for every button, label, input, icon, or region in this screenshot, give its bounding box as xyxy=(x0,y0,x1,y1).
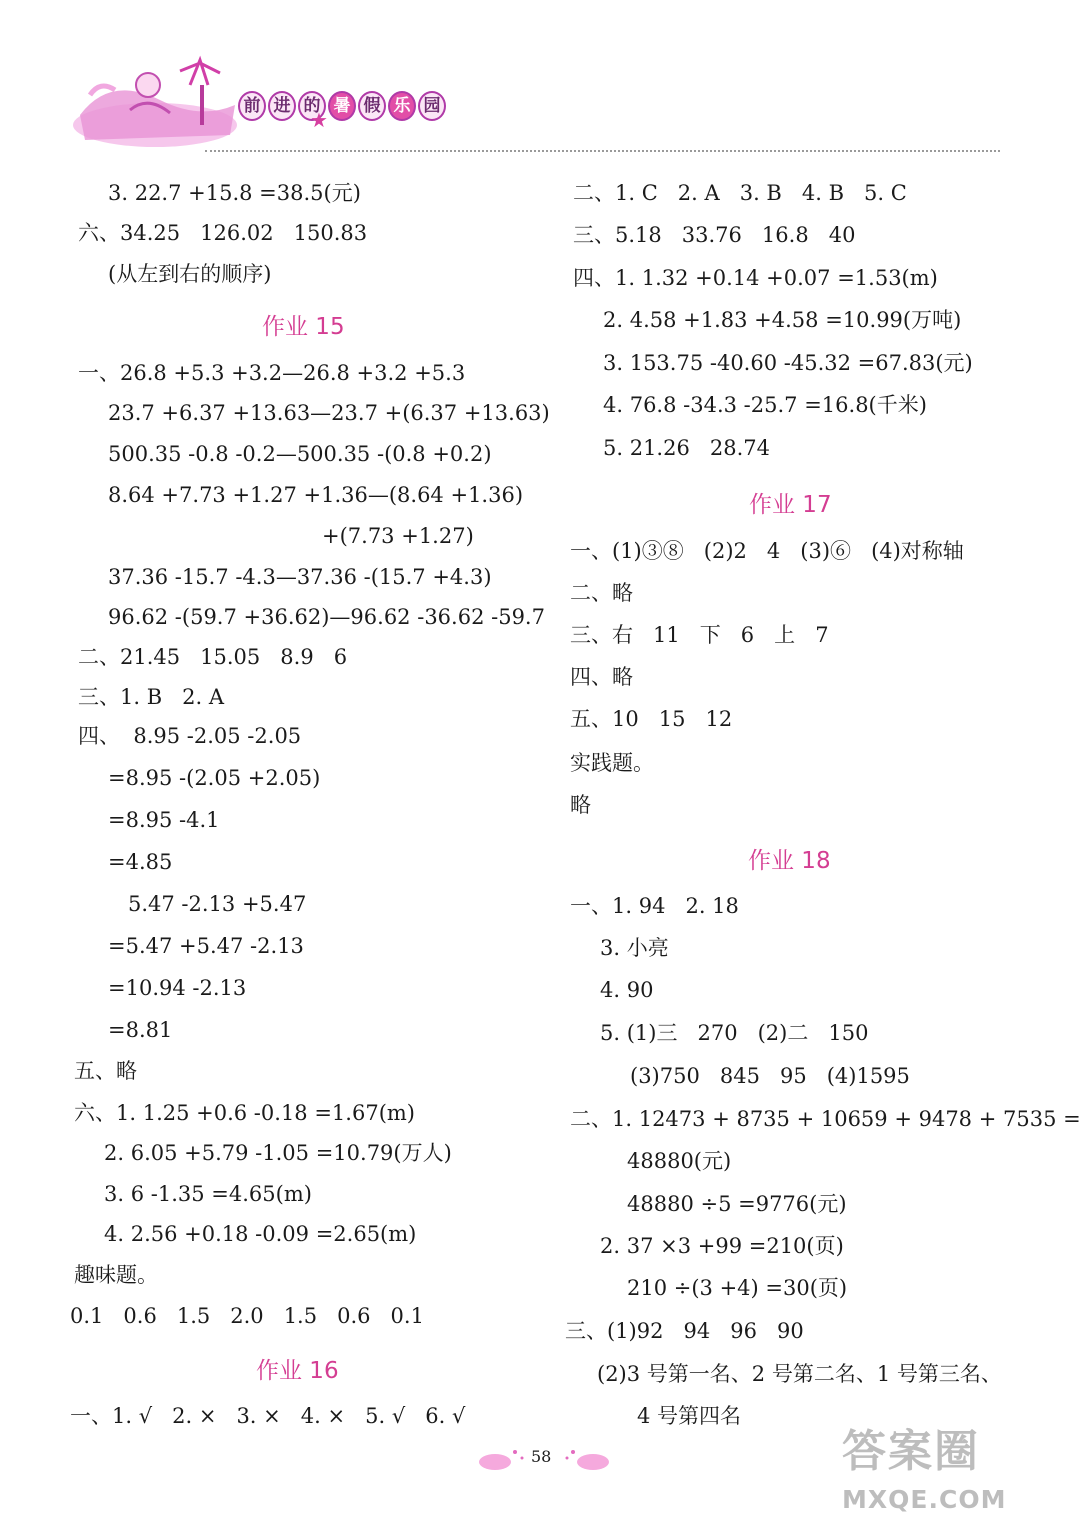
page-number: 58 xyxy=(531,1447,552,1466)
answer-line: 3. 小亮 xyxy=(600,936,669,960)
answer-line: =5.47 +5.47 -2.13 xyxy=(108,934,304,958)
banner-char: 前 xyxy=(238,91,266,121)
answer-line: 三、(1)92 94 96 90 xyxy=(565,1319,804,1343)
header-divider xyxy=(205,150,1000,152)
answer-line: =8.95 -(2.05 +2.05) xyxy=(108,766,321,790)
answer-line: (3)750 845 95 (4)1595 xyxy=(630,1064,910,1088)
star-icon: ★ xyxy=(310,108,328,132)
answer-line: =4.85 xyxy=(108,850,173,874)
answer-line: 0.1 0.6 1.5 2.0 1.5 0.6 0.1 xyxy=(70,1304,424,1328)
answer-line: +(7.73 +1.27) xyxy=(322,524,474,548)
banner-char: 暑 xyxy=(328,91,356,121)
answer-line: 5. 21.26 28.74 xyxy=(603,436,770,460)
answer-line: 一、1. √ 2. × 3. × 4. × 5. √ 6. √ xyxy=(70,1404,466,1428)
answer-line: 2. 6.05 +5.79 -1.05 =10.79(万人) xyxy=(104,1141,452,1165)
answer-line: 96.62 -(59.7 +36.62)—96.62 -36.62 -59.7 xyxy=(108,605,545,629)
answer-line: 48880 ÷5 =9776(元) xyxy=(627,1192,847,1216)
answer-line: 二、略 xyxy=(570,581,633,605)
answer-line: 4. 76.8 -34.3 -25.7 =16.8(千米) xyxy=(603,393,927,417)
answer-line: 37.36 -15.7 -4.3—37.36 -(15.7 +4.3) xyxy=(108,565,492,589)
answer-line: 四、1. 1.32 +0.14 +0.07 =1.53(m) xyxy=(573,266,938,290)
answer-line: 趣味题。 xyxy=(74,1263,158,1287)
answer-line: 二、1. C 2. A 3. B 4. B 5. C xyxy=(573,181,907,205)
answer-line: 23.7 +6.37 +13.63—23.7 +(6.37 +13.63) xyxy=(108,401,550,425)
answer-line: 二、1. 12473 + 8735 + 10659 + 9478 + 7535 = xyxy=(570,1107,1081,1131)
answer-line: 500.35 -0.8 -0.2—500.35 -(0.8 +0.2) xyxy=(108,442,492,466)
surfing-child-illustration xyxy=(70,55,240,150)
page-header xyxy=(0,0,1018,160)
answer-line: 四、略 xyxy=(570,665,633,689)
answer-line: 五、略 xyxy=(74,1059,137,1083)
answer-line: 三、1. B 2. A xyxy=(78,685,225,709)
answer-line: 3. 153.75 -40.60 -45.32 =67.83(元) xyxy=(603,351,973,375)
footer-decoration-icon xyxy=(460,1444,530,1474)
answer-line: 六、1. 1.25 +0.6 -0.18 =1.67(m) xyxy=(74,1101,415,1125)
watermark xyxy=(842,1415,1010,1533)
banner-title xyxy=(238,86,446,126)
banner-char: 的 xyxy=(298,91,326,121)
answer-line: 三、右 11 下 6 上 7 xyxy=(570,623,829,647)
watermark-url: MXQE.COM xyxy=(842,1485,1007,1514)
answer-line: 4. 2.56 +0.18 -0.09 =2.65(m) xyxy=(104,1222,417,1246)
answer-line: 4. 90 xyxy=(600,978,654,1002)
banner-char: 乐 xyxy=(388,91,416,121)
answer-line: 一、(1)③⑧ (2)2 4 (3)⑥ (4)对称轴 xyxy=(570,539,964,563)
answer-line: 3. 22.7 +15.8 =38.5(元) xyxy=(108,181,361,205)
section-heading: 作业 17 xyxy=(749,492,832,518)
answer-line: 实践题。 xyxy=(570,751,654,775)
answer-line: 2. 37 ×3 +99 =210(页) xyxy=(600,1234,844,1258)
answer-line: 8.64 +7.73 +1.27 +1.36—(8.64 +1.36) xyxy=(108,483,524,507)
answer-line: 5. (1)三 270 (2)二 150 xyxy=(600,1021,869,1045)
answer-line: 四、 8.95 -2.05 -2.05 xyxy=(78,724,302,748)
answer-line: 六、34.25 126.02 150.83 xyxy=(78,221,368,245)
section-heading: 作业 18 xyxy=(748,848,831,874)
answer-line: 二、21.45 15.05 8.9 6 xyxy=(78,645,348,669)
answer-line: (2)3 号第一名、2 号第二名、1 号第三名、 xyxy=(597,1362,1002,1386)
answer-line: 2. 4.58 +1.83 +4.58 =10.99(万吨) xyxy=(603,308,962,332)
answer-line: (从左到右的顺序) xyxy=(108,262,272,286)
answer-line: 210 ÷(3 +4) =30(页) xyxy=(627,1276,848,1300)
answer-line: 三、5.18 33.76 16.8 40 xyxy=(573,223,856,247)
answer-line: 3. 6 -1.35 =4.65(m) xyxy=(104,1182,312,1206)
answer-line: =10.94 -2.13 xyxy=(108,976,247,1000)
answer-line: 略 xyxy=(570,793,591,817)
answer-line: 一、1. 94 2. 18 xyxy=(570,894,739,918)
answer-line: 4 号第四名 xyxy=(637,1404,742,1428)
answer-line: 48880(元) xyxy=(627,1149,732,1173)
answer-line: 一、26.8 +5.3 +3.2—26.8 +3.2 +5.3 xyxy=(78,361,466,385)
answer-line: =8.81 xyxy=(108,1018,173,1042)
answer-line: 5.47 -2.13 +5.47 xyxy=(128,892,307,916)
watermark-title: 答案圈 xyxy=(842,1426,980,1477)
section-heading: 作业 16 xyxy=(256,1358,339,1384)
answer-line: 五、10 15 12 xyxy=(570,707,733,731)
section-heading: 作业 15 xyxy=(262,314,345,340)
banner-char: 进 xyxy=(268,91,296,121)
banner-char: 园 xyxy=(418,91,446,121)
footer-decoration-icon xyxy=(563,1444,633,1474)
banner-char: 假 xyxy=(358,91,386,121)
answer-line: =8.95 -4.1 xyxy=(108,808,220,832)
